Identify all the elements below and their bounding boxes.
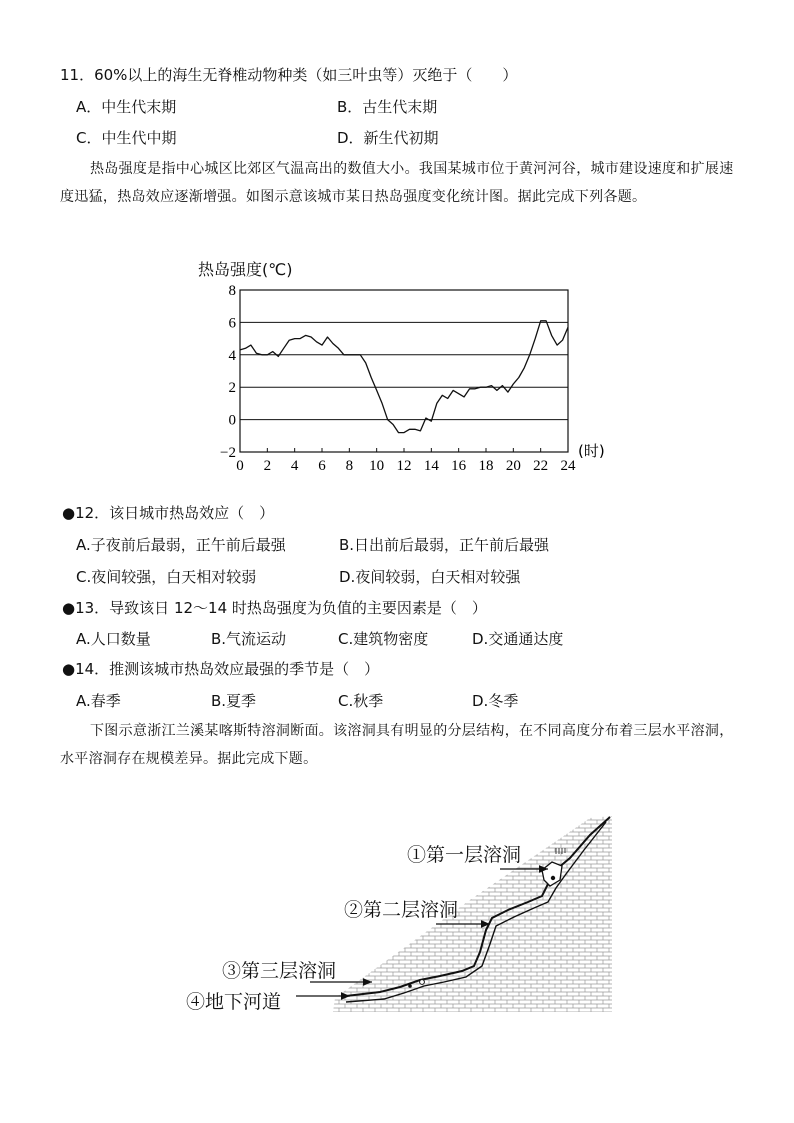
question-14-option-b[interactable]: B.夏季 [211, 692, 257, 710]
question-11-stem: 11．60%以上的海生无脊椎动物种类（如三叶虫等）灭绝于（ ） [60, 66, 518, 84]
x-tick-label: 0 [236, 458, 244, 474]
cave-node-marker [408, 984, 412, 988]
x-tick-label: 4 [290, 458, 299, 474]
cave-node-marker [551, 876, 555, 880]
x-tick-label: 14 [423, 458, 439, 474]
x-tick-label: 22 [533, 458, 549, 474]
question-14-stem: ●14．推测该城市热岛效应最强的季节是（ ） [62, 660, 380, 678]
chart-y-axis-label: 热岛强度(℃) [198, 260, 293, 279]
question-12-option-a[interactable]: A.子夜前后最弱，正午前后最强 [76, 536, 286, 554]
y-tick-label: 8 [228, 283, 236, 299]
question-11-option-b[interactable]: B．古生代末期 [337, 98, 438, 116]
x-tick-label: 16 [451, 458, 467, 474]
question-14-option-a[interactable]: A.春季 [76, 692, 121, 710]
question-11-option-d[interactable]: D．新生代初期 [337, 129, 439, 147]
y-tick-label: 4 [228, 347, 236, 364]
y-tick-label: 2 [228, 380, 236, 397]
cave-label-underground-river: ④地下河道 [186, 991, 282, 1013]
intro-paragraph-heat-island: 热岛强度是指中心城区比郊区气温高出的数值大小。我国某城市位于黄河河谷，城市建设速度和扩展速度迅猛，热岛效应逐渐增强。如图示意该城市某日热岛强度变化统计图。据此完成下列各题。 [60, 161, 734, 205]
x-tick-label: 18 [478, 458, 494, 474]
x-tick-label: 8 [345, 458, 354, 474]
cave-label-second-layer: ②第二层溶洞 [344, 899, 459, 921]
cave-label-first-layer: ①第一层溶洞 [407, 844, 522, 866]
intro-paragraph-karst-cave: 下图示意浙江兰溪某喀斯特溶洞断面。该溶洞具有明显的分层结构，在不同高度分布着三层水平溶洞，水平溶洞存在规模差异。据此完成下题。 [60, 723, 734, 767]
x-tick-label: 2 [263, 458, 272, 474]
question-13-option-d[interactable]: D.交通通达度 [472, 630, 564, 648]
question-12-stem: ●12．该日城市热岛效应（ ） [62, 504, 275, 522]
x-tick-label: 24 [560, 458, 576, 474]
question-12-option-d[interactable]: D.夜间较弱，白天相对较强 [339, 568, 521, 586]
question-11-option-a[interactable]: A．中生代末期 [76, 98, 177, 116]
question-13-option-c[interactable]: C.建筑物密度 [338, 630, 429, 648]
x-tick-label: 6 [318, 458, 326, 474]
cave-node-marker [420, 980, 425, 985]
x-tick-label: 12 [396, 458, 412, 474]
question-13-stem: ●13．导致该日 12～14 时热岛强度为负值的主要因素是（ ） [62, 599, 487, 617]
x-tick-label: 10 [369, 458, 385, 474]
question-14-option-d[interactable]: D.冬季 [472, 692, 519, 710]
y-tick-label: −2 [220, 445, 236, 461]
question-12-option-b[interactable]: B.日出前后最弱，正午前后最强 [339, 536, 550, 554]
question-12-option-c[interactable]: C.夜间较强，白天相对较弱 [76, 568, 257, 586]
question-13-option-a[interactable]: A.人口数量 [76, 630, 151, 648]
y-tick-label: 0 [228, 412, 236, 429]
question-11-option-c[interactable]: C．中生代中期 [76, 129, 177, 147]
cave-label-third-layer: ③第三层溶洞 [222, 960, 337, 982]
question-13-option-b[interactable]: B.气流运动 [211, 630, 287, 648]
y-tick-label: 6 [228, 315, 236, 332]
question-14-option-c[interactable]: C.秋季 [338, 692, 384, 710]
chart-x-axis-label: (时) [578, 442, 605, 460]
x-tick-label: 20 [505, 458, 521, 474]
